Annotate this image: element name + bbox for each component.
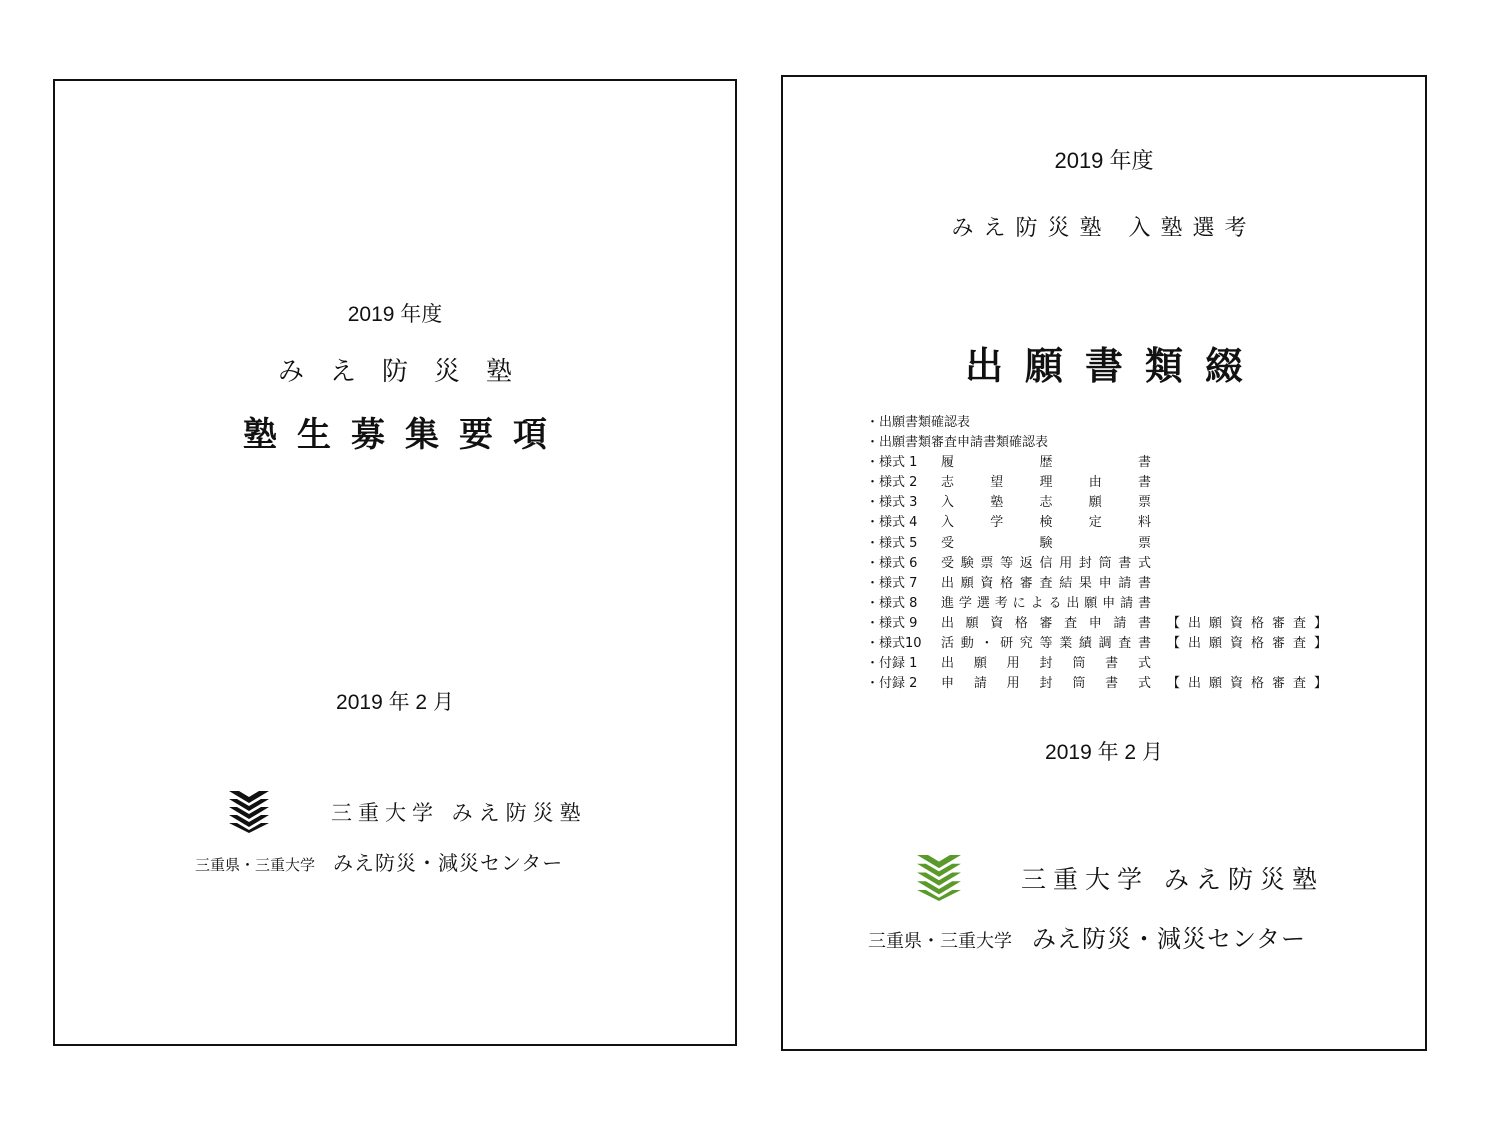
center-name: みえ防災・減災センター [333,851,564,875]
page-title: 塾生募集要項 [243,415,567,455]
list-item [866,473,1327,493]
issue-date: 2019 年 2 月 [1045,741,1163,764]
list-item [866,513,1327,533]
doc-code: ・付録 1 [866,656,918,672]
doc-name: 出願資格審査結果申請書 [941,575,1151,591]
list-item [866,654,1327,674]
doc-code: ・付録 2 [866,676,918,692]
page-title: 出願書類綴 [964,344,1265,388]
center-prefix: 三重県・三重大学 [195,856,316,874]
doc-name: 受験票 [941,535,1151,551]
doc-code: ・出願書類審査申請書類確認表 [866,435,1049,451]
doc-name: 出願資格審査申請書 [941,615,1151,631]
fiscal-year: 2019 年度 [1054,148,1154,173]
logo-row [227,789,587,835]
doc-code: ・様式 1 [866,455,918,471]
doc-code: ・様式 3 [866,495,918,511]
doc-name: 入学検定料 [941,515,1151,531]
doc-code: ・様式 6 [866,555,918,571]
list-item [866,453,1327,473]
university-logo-icon [913,855,965,901]
center-prefix: 三重県・三重大学 [868,931,1012,952]
list-item [866,534,1327,554]
doc-code: ・出願書類確認表 [866,415,971,430]
doc-note: 【出願資格審査】 [1167,615,1327,631]
list-item [866,574,1327,594]
doc-name: 申請用封筒書式 [941,676,1151,692]
list-item [866,554,1327,574]
logo-row [913,853,1324,903]
doc-code: ・様式 2 [866,475,918,491]
doc-code: ・様式 8 [866,595,918,611]
center-name-row [868,919,1306,954]
logo-text: 三重大学 みえ防災塾 [1021,865,1324,894]
document-list [866,413,1327,694]
list-item [866,433,1327,453]
list-item [866,413,1327,433]
page-subtitle: みえ防災塾 入塾選考 [951,216,1257,241]
doc-note: 【出願資格審査】 [1167,636,1327,652]
doc-code: ・様式10 [866,636,922,652]
doc-note: 【出願資格審査】 [1167,676,1327,692]
doc-code: ・様式 4 [866,515,918,531]
issue-date: 2019 年 2 月 [336,691,454,714]
org-name: みえ防災塾 [277,357,538,387]
doc-name: 活動・研究等業績調査書 [941,636,1151,652]
doc-name: 出願用封筒書式 [941,656,1151,672]
list-item [866,634,1327,654]
list-item [866,614,1327,634]
doc-code: ・様式 7 [866,575,918,591]
list-item [866,493,1327,513]
doc-code: ・様式 5 [866,535,918,551]
left-cover-page [53,79,737,1046]
list-item [866,594,1327,614]
center-name-row [195,847,563,876]
university-logo-icon [227,791,271,833]
doc-name: 受験票等返信用封筒書式 [941,555,1151,571]
doc-name: 入塾志願票 [941,495,1151,511]
doc-code: ・様式 9 [866,615,918,631]
center-name: みえ防災・減災センター [1032,925,1307,953]
doc-name: 履歴書 [941,455,1151,471]
list-item [866,674,1327,694]
logo-text: 三重大学 みえ防災塾 [331,801,587,825]
fiscal-year: 2019 年度 [347,303,443,326]
right-cover-page [781,75,1427,1051]
doc-name: 進学選考による出願申請書 [941,595,1151,611]
doc-name: 志望理由書 [941,475,1151,491]
